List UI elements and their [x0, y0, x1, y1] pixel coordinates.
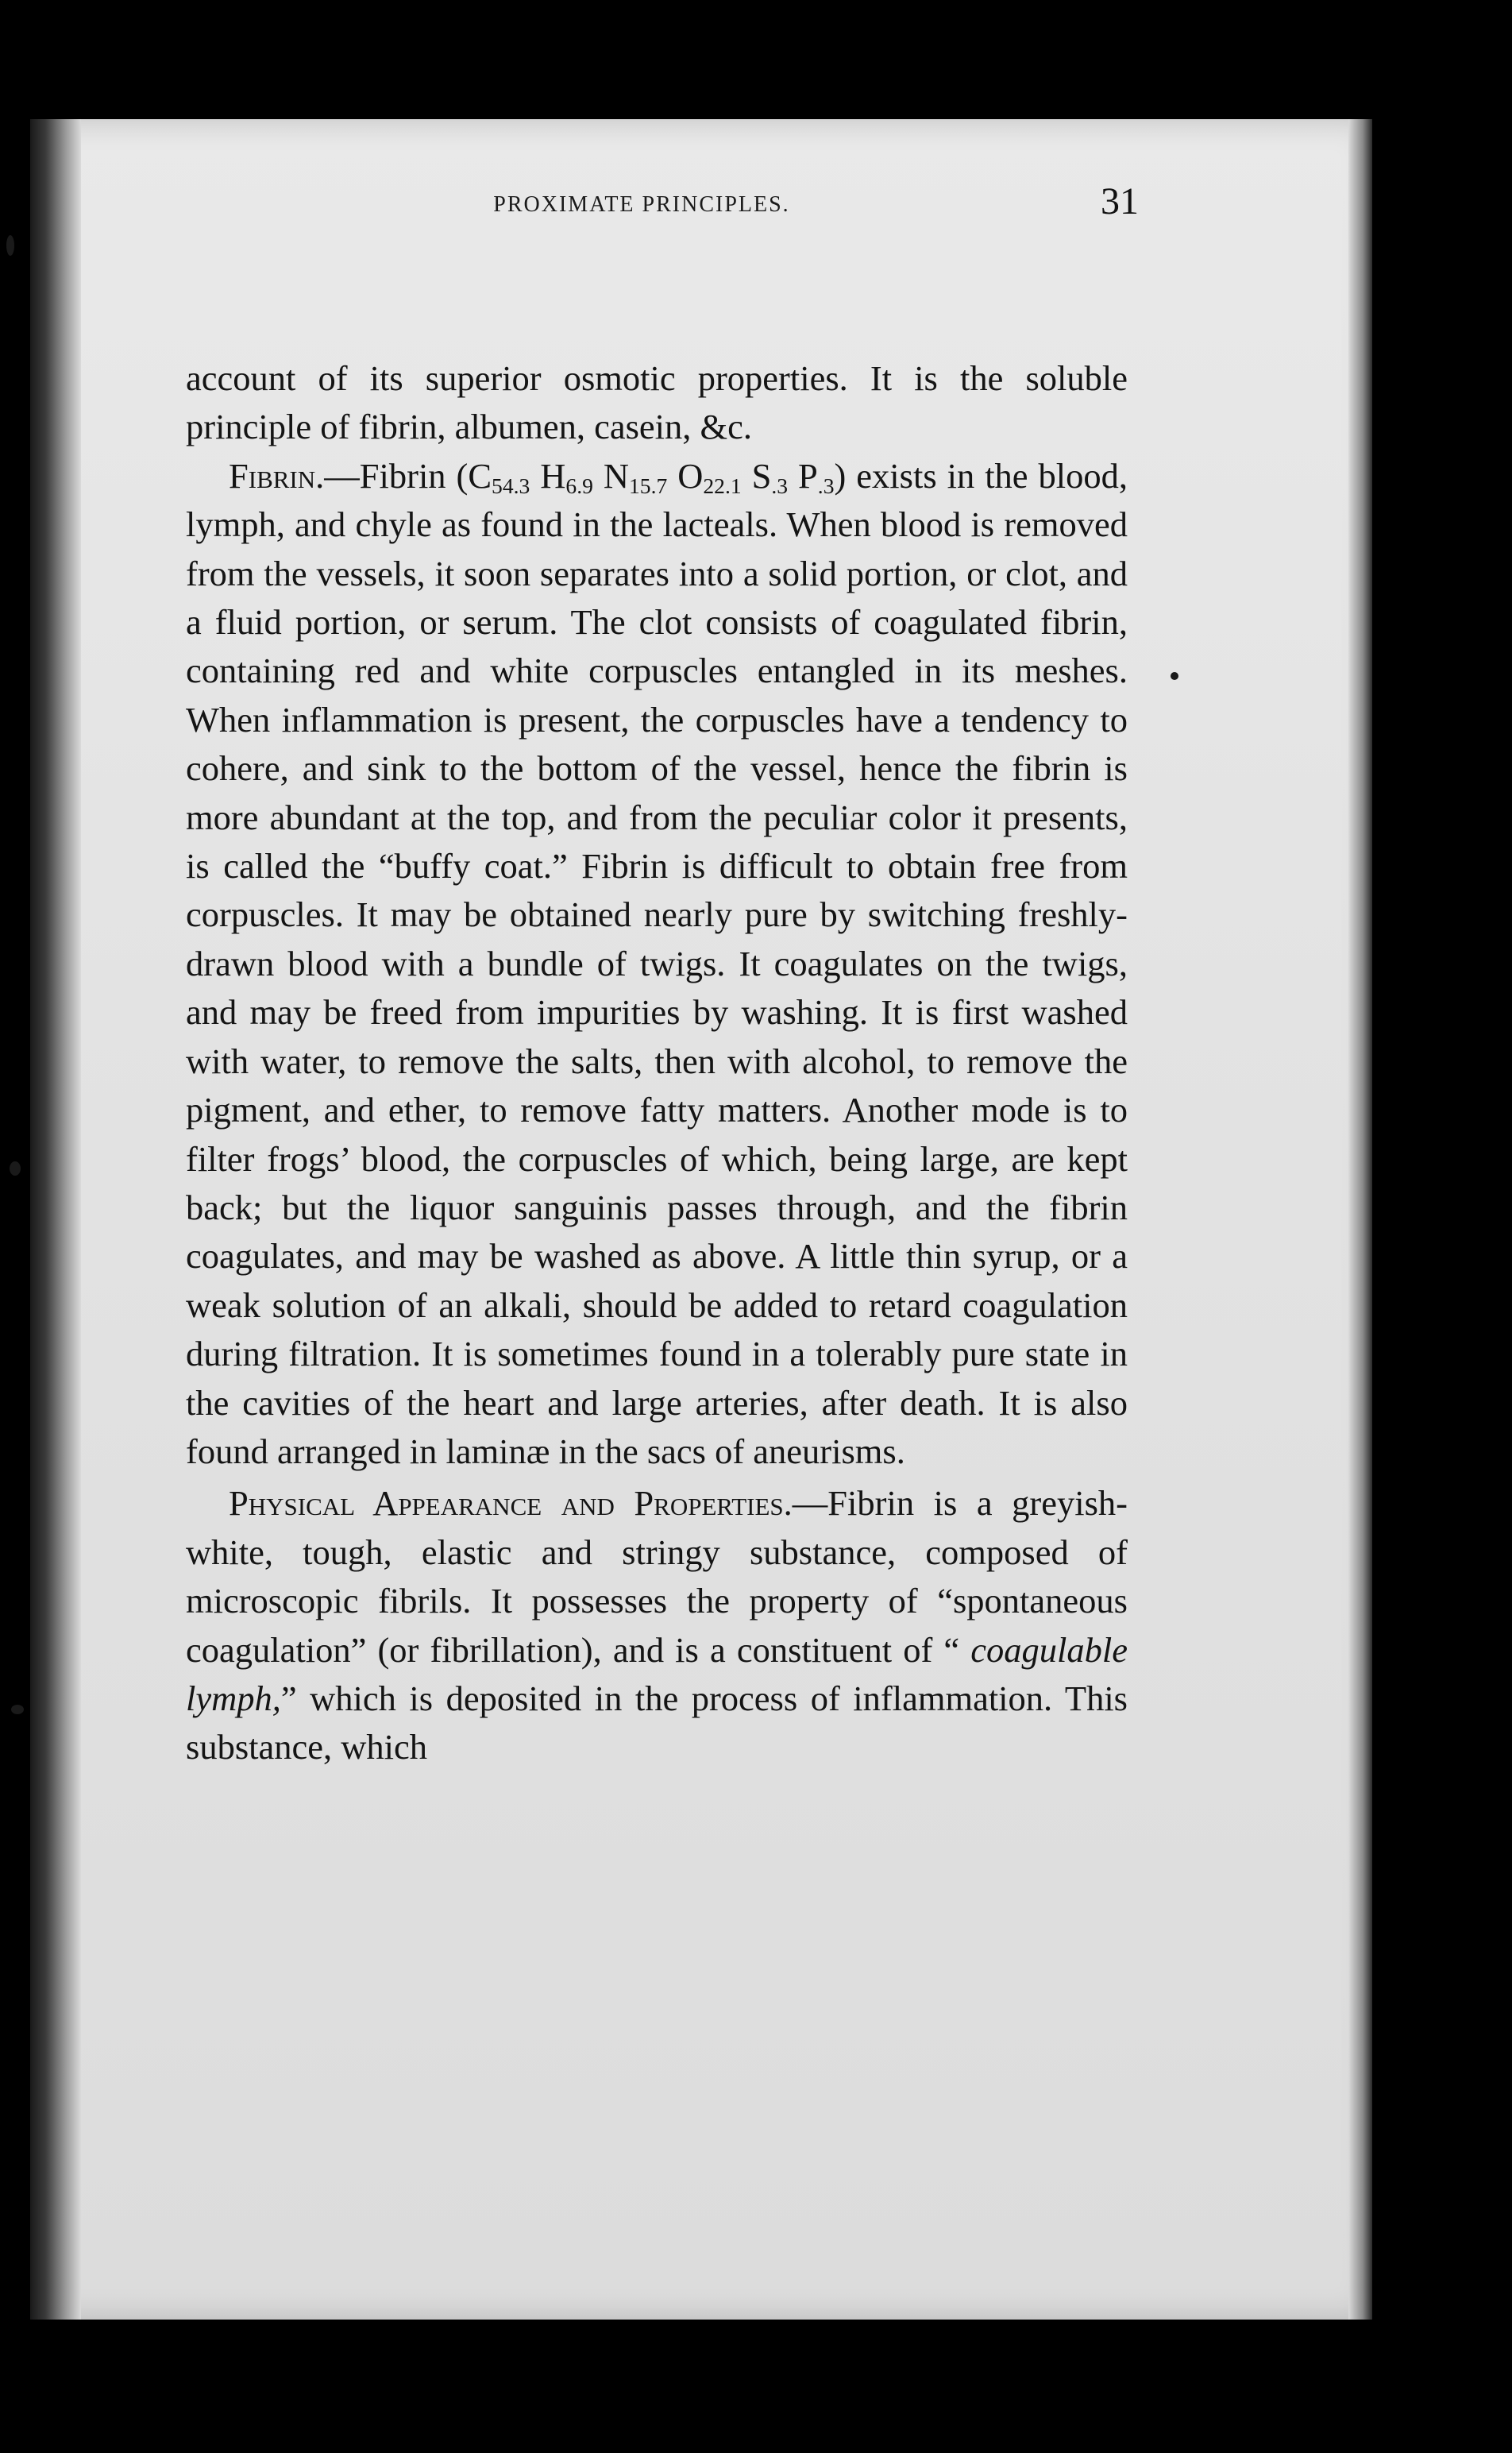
scan-speck [1171, 672, 1178, 680]
fibrin-heading: Fibrin. [229, 455, 325, 496]
formula-c-sub: 54.3 [492, 473, 530, 498]
formula-o-sub: 22.1 [703, 473, 742, 498]
physical-text-b: ” which is deposited in the process of inflammation. This substance, which [186, 1678, 1128, 1767]
formula-s: S [741, 455, 772, 496]
formula-p: P [788, 455, 818, 496]
paragraph-physical [186, 1479, 1128, 1771]
formula-o: O [667, 455, 704, 496]
formula-n: N [592, 455, 629, 496]
page-header [156, 175, 1139, 246]
right-edge-shadow [1348, 119, 1372, 2320]
paragraph-1 [186, 354, 1128, 452]
physical-italic: coagulable lymph, [186, 1629, 1128, 1718]
formula-n-sub: 15.7 [629, 473, 668, 498]
formula-p-sub: .3 [817, 473, 835, 498]
physical-heading: Physical Appearance and Properties. [229, 1483, 793, 1524]
scan-speck [6, 235, 14, 256]
fibrin-text-b: ) exists in the blood, lymph, and chyle as found in the lacteals. When blood is removed from the vessels, it soon separates into a solid portion, or clot, and a fluid portion, or serum. The clot consists of coagulated fibrin, containing red and white corpuscles entangled in its meshes. When inflammation is present, the corpuscles have a tendency to cohere, and sink to the bottom of the vessel, hence the fibrin is more abundant at the top, and from the peculiar color it presents, is called the “buffy coat.” Fibrin is difficult to obtain free from corpuscles. It may be obtained nearly pure by switching freshly-drawn blood with a bundle of twigs. It coagulates on the twigs, and may be freed from impurities by washing. It is first washed with water, to remove the salts, then with alcohol, to remove the pigment, and ether, to remove fatty matters. Another mode is to filter frogs’ blood, the corpuscles of which, being large, are kept back; but the liquor sanguinis passes through, and the fibrin coagulates, and may be washed as above. A little thin syrup, or a weak solution of an alkali, should be added to retard coagulation during filtration. It is sometimes found in a tolerably pure state in the cavities of the heart and large arteries, after death. It is also found arranged in laminæ in the sacs of aneurisms. [186, 455, 1128, 1471]
physical-text-a: —Fibrin is a greyish-white, tough, elastic and stringy substance, composed of microscopic fibrils. It possesses the property of “spontaneous coagulation” (or fibrillation), and is a constituent of “ [186, 1483, 1128, 1670]
paragraph-fibrin [186, 452, 1128, 1477]
fibrin-text-a: —Fibrin (C [324, 455, 492, 496]
page-number: 31 [1101, 180, 1139, 222]
formula-s-sub: .3 [771, 473, 789, 498]
binding-shadow [30, 119, 81, 2320]
running-head: PROXIMATE PRINCIPLES. [493, 192, 790, 217]
body-text [186, 354, 1128, 1772]
formula-h-sub: 6.9 [565, 473, 593, 498]
formula-h: H [530, 455, 566, 496]
scan-speck [10, 1161, 21, 1176]
scan-speck [11, 1705, 24, 1714]
paragraph-1-text: account of its superior osmotic properties. It is the soluble principle of fibrin, albumen, casein, &c. [186, 358, 1128, 447]
